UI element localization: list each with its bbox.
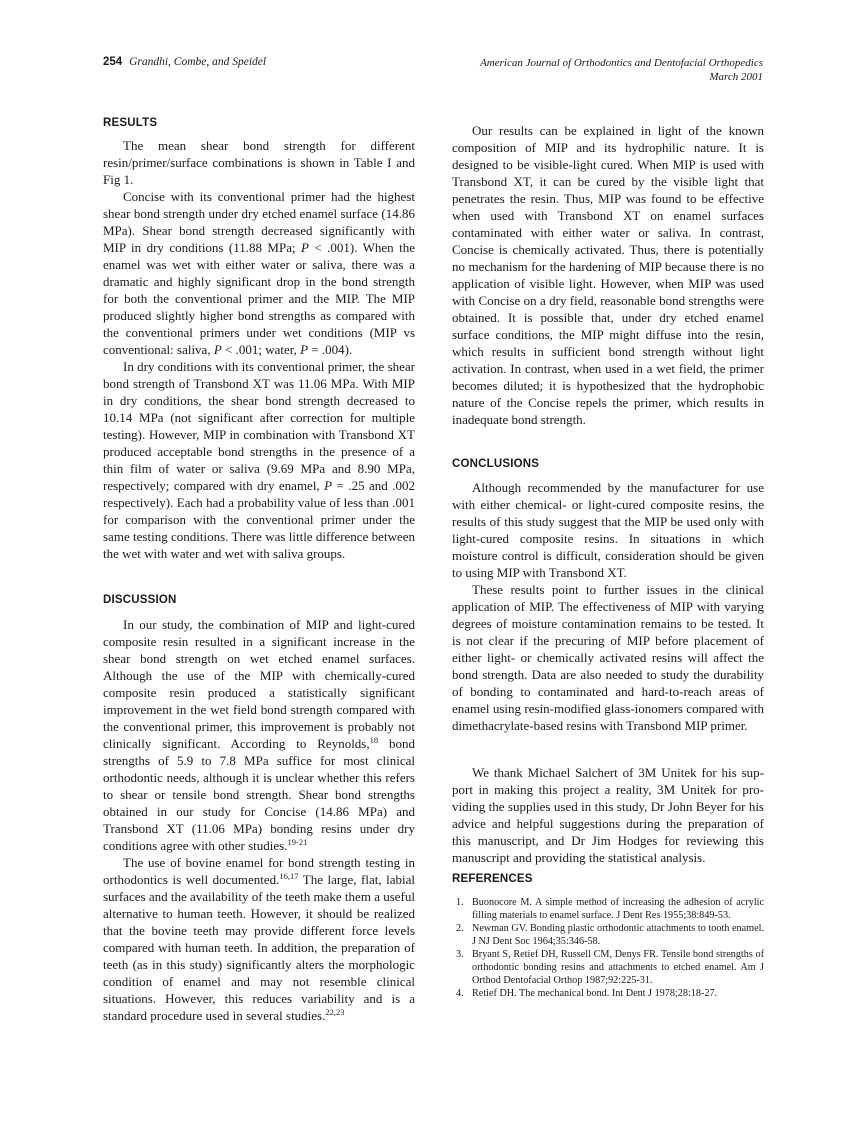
italic-text: P — [324, 478, 333, 493]
italic-text: P — [300, 342, 309, 357]
reference-item — [452, 922, 764, 948]
text-run: Our results can be explained in light of the known composition of MIP and its hydrophilic nature. It is designed to be visible-light cured. When MIP is used with Transbond XT, it can be cured by the visible light that penetrates the resin. Thus, MIP was found to be effective when used with Transbond XT on enamel surfaces contaminated with either water or saliva. In contrast, Concise is chemically activated. Thus, there is potentially no mechanism for the hardening of MIP because there is no application of visible light. However, when MIP was used with Concise on a dry field, reasonable bond strengths were obtained. It is possible that, under dry etched enamel surface conditions, the MIP might diffuse into the resin, which results in sufficient bond strength without light activation. In contrast, when used in a wet field, the primer becomes diluted; it is hypothesized that the hydrophobic nature of the Concise repels the primer, which results in inadequate bond strength. — [452, 123, 764, 427]
paragraph — [103, 188, 415, 358]
text-run: The use of bovine enamel for bond strength testing in orthodontics is well documented. — [103, 855, 415, 887]
reference-item — [452, 948, 764, 987]
text-run: We thank Michael Salchert of 3M Unitek for his support in making this project a reality, 3M Unitek for providing the supplies used in this study, Dr John Beyer for his advice and helpful suggestions during the preparation of this manuscript, and Dr Jim Hodges for reviewing this manuscript and providing the statistical analysis. — [452, 765, 764, 865]
paragraph — [452, 122, 764, 428]
text-run: The mean shear bond strength for different resin/primer/surface combinations is shown in Table I and Fig 1. — [103, 138, 415, 187]
text-run: The large, flat, labial surfaces and the availability of the teeth make them a useful alternative to human teeth. However, it should be realized that the bovine teeth may provide different force levels compared with human teeth. In addition, the preparation of teeth (as in this study) significantly alters the morphologic condition of enamel and may not resemble clinical situations. However, this reduces variability and is a standard procedure used in several studies. — [103, 872, 415, 1023]
text-run: Although recommended by the manufacturer for use with either chemical- or light-cured composite resins, the results of this study suggest that the MIP be used only with light-cured composite resins. In situations in which moisture control is difficult, consideration should be given to using MIP with Transbond XT. — [452, 480, 764, 580]
references-heading: REFERENCES — [452, 873, 533, 885]
italic-text: P — [301, 240, 309, 255]
reference-item — [452, 987, 764, 1000]
text-run: In our study, the combination of MIP and light-cured composite resin resulted in a significant increase in the shear bond strength on wet etched enamel surfaces. Although the use of the MIP with chemically-cured composite resin produced a statistically significant improvement in the wet field bond strength compared with the conventional primer, this improvement is probably not clinically significant. According to Reynolds, — [103, 617, 415, 751]
text-run: In dry conditions with its conventional primer, the shear bond strength of Transbond XT was 11.06 MPa. With MIP in dry conditions, the shear bond strength decreased to 10.14 MPa (not significant after correction for multiple testing). However, MIP in combination with Transbond XT produced acceptable bond strengths in the presence of a thin film of water or saliva (9.69 MPa and 8.90 MPa, respectively; compared with dry enamel, — [103, 359, 415, 493]
discussion-continued — [452, 122, 764, 428]
text-run: < .001). When the enamel was wet with either water or saliva, there was a dramatic and highly significant drop in the bond strength for both the conventional primer and the MIP. The MIP produced slightly higher bond strengths as compared with the conventional primers under wet conditions (MIP vs conventional: saliva, — [103, 240, 415, 357]
issue-date: March 2001 — [709, 71, 763, 83]
citation-superscript: 18 — [369, 735, 379, 745]
reference-text: Newman GV. Bonding plastic orthodontic attachments to tooth enamel. J NJ Dent Soc 1964;35:346-58. — [472, 923, 764, 947]
text-run: = .004). — [308, 342, 353, 357]
paragraph — [103, 616, 415, 854]
paragraph — [452, 479, 764, 581]
reference-item — [452, 896, 764, 922]
references-list — [452, 896, 764, 1000]
page-number: 254 — [103, 56, 123, 68]
text-run: = .25 and .002 respectively). Each had a probability value of less than .001 for comparison with the conventional primer under the same testing conditions. There was little difference between the wet with water and wet with saliva groups. — [103, 478, 415, 561]
reference-number: 3. — [456, 949, 464, 960]
acknowledgment — [452, 764, 764, 866]
paragraph — [103, 358, 415, 562]
italic-text: P — [213, 342, 222, 357]
reference-number: 4. — [456, 988, 464, 999]
results-heading: RESULTS — [103, 117, 158, 129]
text-run: Concise with its conventional primer had the highest shear bond strength under dry etched enamel surface (14.86 MPa). Shear bond strength decreased significantly with MIP in dry conditions (11.88 MPa; — [103, 189, 415, 255]
running-header-right — [480, 56, 763, 84]
text-run: bond strengths of 5.9 to 7.8 MPa suffice for most clinical orthodontic needs, although it is unclear whether this refers to shear or tensile bond strength. Shear bond strengths obtained in our study for Concise (14.86 MPa) and Transbond XT (11.06 MPa) bonding resins under dry conditions agree with other studies. — [103, 736, 415, 853]
conclusions-heading: CONCLUSIONS — [452, 458, 540, 470]
reference-text: Bryant S, Retief DH, Russell CM, Denys FR. Tensile bond strengths of orthodontic bonding resins and attachments to etched enamel. Am J Orthod Dentofacial Orthop 1987;92:225-31. — [472, 949, 764, 986]
paragraph — [452, 764, 764, 866]
journal-title: American Journal of Orthodontics and Dentofacial Orthopedics — [480, 57, 763, 69]
citation-superscript: 22,23 — [325, 1007, 345, 1017]
reference-text: Buonocore M. A simple method of increasing the adhesion of acrylic filling materials to enamel surface. J Dent Res 1955;38:849-53. — [472, 897, 764, 921]
authors: Grandhi, Combe, and Speidel — [129, 56, 267, 68]
citation-superscript: 19-21 — [287, 837, 308, 847]
paragraph — [103, 137, 415, 188]
discussion-heading: DISCUSSION — [103, 594, 177, 606]
paragraph — [452, 581, 764, 734]
paragraph — [103, 854, 415, 1024]
text-run: < .001; water, — [221, 342, 301, 357]
reference-number: 1. — [456, 897, 464, 908]
reference-number: 2. — [456, 923, 464, 934]
discussion-body — [103, 616, 415, 1024]
citation-superscript: 16,17 — [279, 871, 299, 881]
text-run: These results point to further issues in the clinical application of MIP. The effectiveness of MIP with varying degrees of moisture contamination remains to be tested. It is not clear if the precuring of MIP before placement of either light- or chemically activated resins will affect the bond strength. Data are also needed to study the durability of bonding to contaminated and hard-to-reach areas of enamel using resin-modified glass-ionomers compared with dimethacrylate-based resins with Transbond MIP primer. — [452, 582, 764, 733]
running-header-left — [103, 56, 266, 68]
results-body — [103, 137, 415, 562]
reference-text: Retief DH. The mechanical bond. Int Dent J 1978;28:18-27. — [472, 988, 718, 999]
conclusions-body — [452, 479, 764, 734]
